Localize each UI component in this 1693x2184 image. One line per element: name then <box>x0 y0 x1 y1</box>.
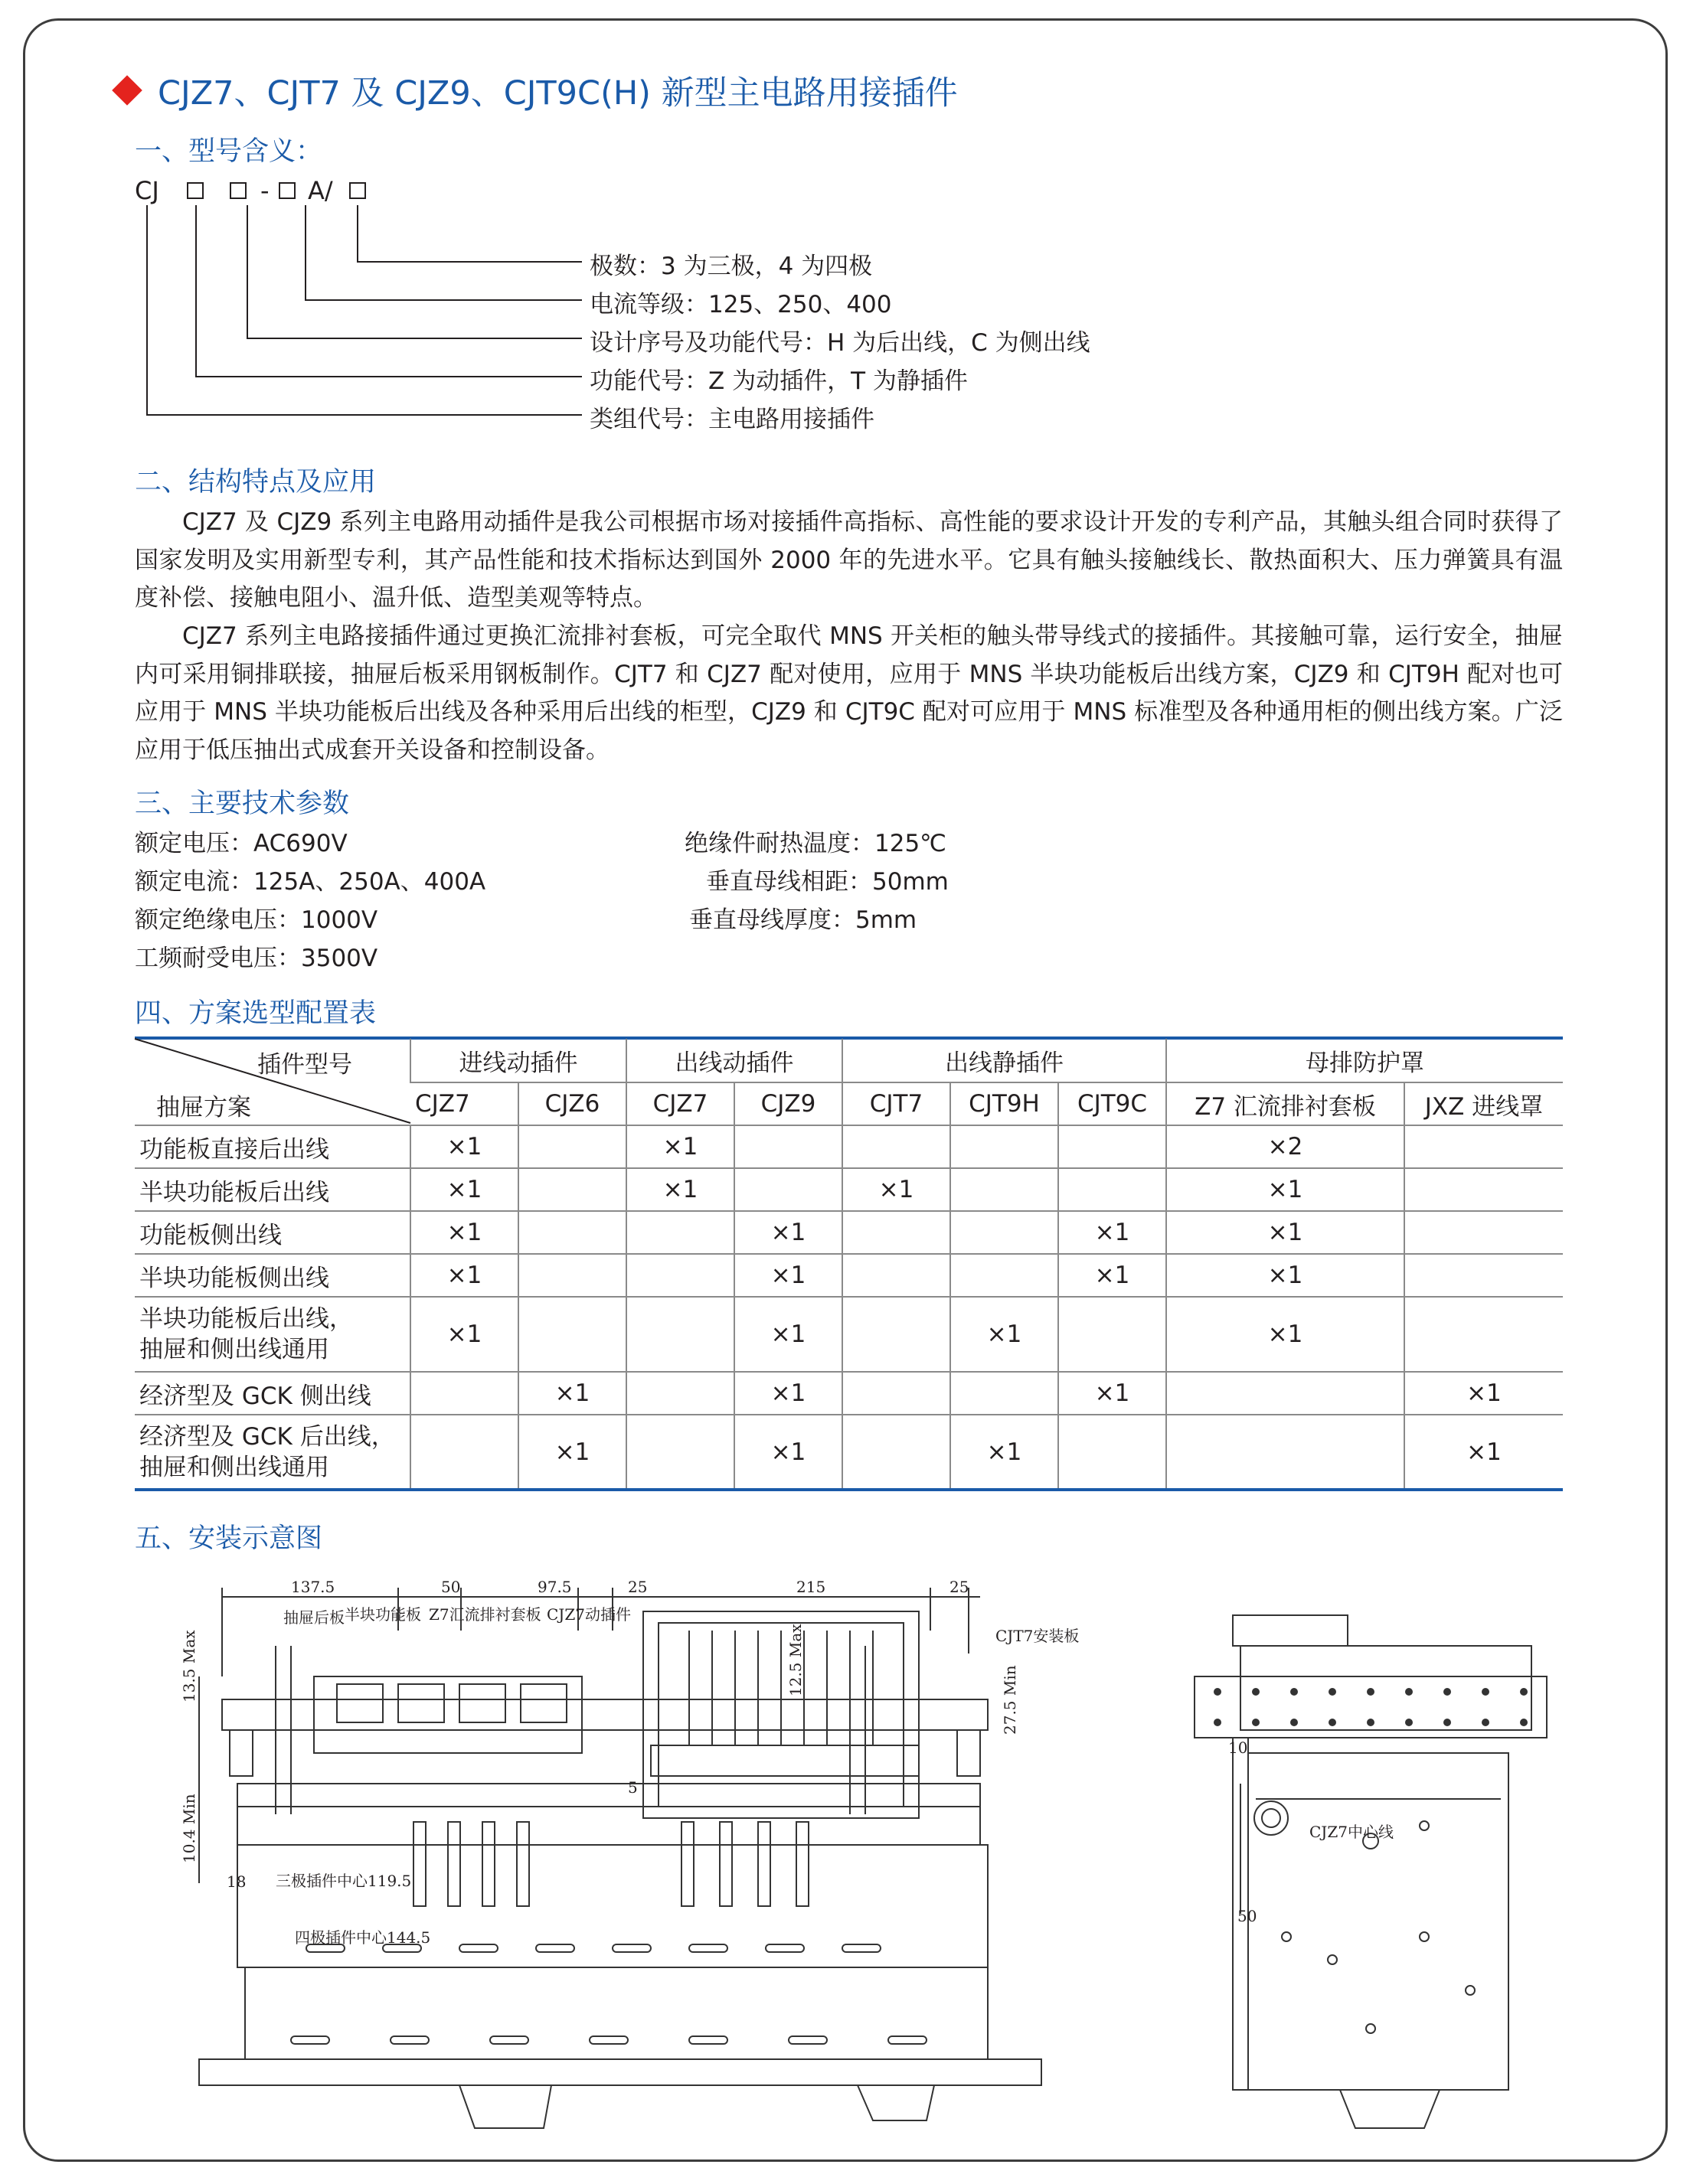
dim-18: 18 <box>227 1872 247 1891</box>
section-params-heading: 三、主要技术参数 <box>135 788 350 819</box>
model-code-dash: - <box>260 176 270 205</box>
table-cell <box>842 1125 950 1168</box>
col-header: CJZ6 <box>518 1082 626 1125</box>
table-cell: ×1 <box>410 1125 518 1168</box>
table-cell <box>518 1168 626 1211</box>
table-cell <box>842 1211 950 1254</box>
row-label-line1: 半块功能板后出线， <box>139 1305 353 1333</box>
row-label-line1: 经济型及 GCK 后出线， <box>139 1423 395 1451</box>
row-label-line2: 抽屉和侧出线通用 <box>139 1336 329 1363</box>
label-drawer-back-plate: 抽屉后板 <box>283 1608 345 1627</box>
group-header: 出线静插件 <box>842 1039 1166 1082</box>
dim-10-4-min: 10.4 Min <box>180 1794 198 1863</box>
model-item-poles: 极数：3 为三极，4 为四极 <box>590 253 873 280</box>
row-label: 经济型及 GCK 侧出线 <box>135 1372 410 1415</box>
table-cell <box>950 1211 1058 1254</box>
table-cell <box>626 1254 734 1297</box>
table-cell: ×1 <box>842 1168 950 1211</box>
col-header: JXZ 进线罩 <box>1404 1082 1563 1125</box>
table-cell: ×1 <box>410 1254 518 1297</box>
param-busbar-spacing: 垂直母线相距：50mm <box>706 868 949 896</box>
table-cell <box>842 1372 950 1415</box>
table-cell <box>1404 1297 1563 1372</box>
param-heat-temp: 绝缘件耐热温度：125℃ <box>685 830 946 857</box>
table-cell <box>626 1297 734 1372</box>
model-code-a: A/ <box>308 176 333 205</box>
table-cell <box>1058 1125 1166 1168</box>
table-cell: ×1 <box>1058 1372 1166 1415</box>
col-header: CJT9C <box>1058 1082 1166 1125</box>
table-cell: ×1 <box>626 1168 734 1211</box>
dim-50-side: 50 <box>1237 1907 1257 1925</box>
table-cell <box>1166 1415 1404 1489</box>
dim-25-right: 25 <box>949 1578 969 1596</box>
table-cell: ×1 <box>1058 1254 1166 1297</box>
model-item-class: 类组代号：主电路用接插件 <box>590 406 874 433</box>
param-busbar-thickness: 垂直母线厚度：5mm <box>689 906 917 934</box>
model-code-prefix: CJ <box>135 176 159 205</box>
structure-paragraph-1: CJZ7 及 CJZ9 系列主电路用动插件是我公司根据市场对接插件高指标、高性能的要求设计开发的专利产品，其触头组合同时获得了国家发明及实用新型专利，其产品性能和技术指标达到国外 2000 年的先进水平。它具有触头接触线长、散热面积大、压力弹簧具有温度补偿、接触电阻小、温升低、造型美观等特点。 <box>135 508 1563 612</box>
label-z7-busbar-plate: Z7汇流排衬套板 <box>429 1605 541 1624</box>
dim-13-5-max: 13.5 Max <box>180 1630 198 1702</box>
row-label <box>135 1297 410 1372</box>
table-cell: ×1 <box>950 1415 1058 1489</box>
table-cell: ×1 <box>734 1211 842 1254</box>
table-cell: ×1 <box>734 1372 842 1415</box>
table-cell <box>518 1211 626 1254</box>
table-cell: ×1 <box>1404 1415 1563 1489</box>
table-cell <box>518 1254 626 1297</box>
model-item-function: 功能代号：Z 为动插件，T 为静插件 <box>590 367 968 395</box>
table-cell <box>734 1125 842 1168</box>
param-rated-voltage: 额定电压：AC690V <box>135 830 348 857</box>
col-header: CJT7 <box>842 1082 950 1125</box>
table-corner-cell <box>135 1039 410 1125</box>
table-cell <box>1058 1415 1166 1489</box>
col-header: CJZ7 <box>410 1082 518 1125</box>
table-cell <box>518 1125 626 1168</box>
table-cell <box>1058 1168 1166 1211</box>
table-cell: ×1 <box>1166 1168 1404 1211</box>
table-bottom-rule <box>135 1488 1563 1491</box>
label-half-function-board: 半块功能板 <box>345 1605 421 1624</box>
group-header: 母排防护罩 <box>1166 1039 1563 1082</box>
config-table <box>135 1039 1563 1489</box>
table-cell <box>734 1168 842 1211</box>
section-structure-heading: 二、结构特点及应用 <box>135 467 377 498</box>
row-label: 半块功能板后出线 <box>135 1168 410 1211</box>
dim-10-side: 10 <box>1228 1738 1248 1757</box>
table-cell: ×1 <box>950 1297 1058 1372</box>
table-cell <box>950 1372 1058 1415</box>
table-cell: ×1 <box>410 1168 518 1211</box>
table-cell <box>1058 1297 1166 1372</box>
table-cell: ×1 <box>410 1211 518 1254</box>
table-cell <box>1404 1211 1563 1254</box>
group-header: 出线动插件 <box>626 1039 842 1082</box>
install-drawing-front <box>180 1577 1080 2128</box>
dim-137-5: 137.5 <box>291 1578 335 1596</box>
table-cell <box>1166 1372 1404 1415</box>
param-withstand-voltage: 工频耐受电压：3500V <box>135 945 378 972</box>
param-insulation-voltage: 额定绝缘电压：1000V <box>135 906 378 934</box>
row-label: 功能板直接后出线 <box>135 1125 410 1168</box>
structure-paragraph-2: CJZ7 系列主电路接插件通过更换汇流排衬套板，可完全取代 MNS 开关柜的触头带导线式的接插件。其接触可靠，运行安全，抽屉内可采用铜排联接，抽屉后板采用钢板制作。CJT7 和 CJZ7 配对使用，应用于 MNS 半块功能板后出线方案，CJZ9 和 CJT9H 配对也可应用于 MNS 半块功能板后出线及各种采用后出线的柜型，CJZ9 和 CJT9C 配对可应用于 MNS 标准型及各种通用柜的侧出线方案。广泛应用于低压抽出式成套开关设备和控制设备。 <box>135 622 1563 764</box>
table-cell <box>950 1254 1058 1297</box>
table-cell: ×1 <box>518 1372 626 1415</box>
section-install-heading: 五、安装示意图 <box>135 1523 323 1554</box>
table-cell: ×1 <box>410 1297 518 1372</box>
dim-25-left: 25 <box>628 1578 648 1596</box>
install-drawing-side <box>1195 1608 1562 2128</box>
row-label-line2: 抽屉和侧出线通用 <box>139 1454 329 1481</box>
col-header: CJZ7 <box>626 1082 734 1125</box>
dim-12-5-max: 12.5 Max <box>786 1624 805 1696</box>
label-three-pole-center: 三极插件中心119.5 <box>276 1872 412 1890</box>
table-cell: ×1 <box>1404 1372 1563 1415</box>
table-cell: ×1 <box>1058 1211 1166 1254</box>
group-header: 进线动插件 <box>410 1039 626 1082</box>
corner-top-label: 插件型号 <box>257 1051 352 1079</box>
table-cell <box>950 1125 1058 1168</box>
col-header: Z7 汇流排衬套板 <box>1166 1082 1404 1125</box>
label-cjt7-mounting-plate: CJT7安装板 <box>995 1627 1080 1645</box>
dim-97-5: 97.5 <box>538 1578 572 1596</box>
model-item-current: 电流等级：125、250、400 <box>590 291 892 318</box>
page-title-text: CJZ7、CJT7 及 CJZ9、CJT9C(H) 新型主电路用接插件 <box>158 74 958 113</box>
label-four-pole-center: 四极插件中心144.5 <box>295 1928 431 1947</box>
table-cell: ×1 <box>734 1254 842 1297</box>
table-cell <box>1404 1168 1563 1211</box>
dim-5: 5 <box>628 1778 638 1797</box>
dim-50: 50 <box>441 1578 461 1596</box>
table-cell: ×1 <box>734 1297 842 1372</box>
row-label: 半块功能板侧出线 <box>135 1254 410 1297</box>
section-model-heading: 一、型号含义： <box>135 136 323 167</box>
table-cell: ×2 <box>1166 1125 1404 1168</box>
table-cell: ×1 <box>1166 1211 1404 1254</box>
table-cell <box>410 1415 518 1489</box>
table-cell <box>626 1211 734 1254</box>
row-label: 功能板侧出线 <box>135 1211 410 1254</box>
table-cell <box>410 1372 518 1415</box>
dim-27-5-min: 27.5 Min <box>1001 1665 1019 1735</box>
table-cell <box>1404 1125 1563 1168</box>
table-cell <box>842 1297 950 1372</box>
col-header: CJT9H <box>950 1082 1058 1125</box>
table-cell: ×1 <box>1166 1297 1404 1372</box>
model-item-design: 设计序号及功能代号：H 为后出线，C 为侧出线 <box>590 329 1090 357</box>
table-cell <box>518 1297 626 1372</box>
param-rated-current: 额定电流：125A、250A、400A <box>135 868 486 896</box>
label-cjz7-center-line: CJZ7中心线 <box>1309 1823 1394 1841</box>
table-cell: ×1 <box>626 1125 734 1168</box>
table-cell: ×1 <box>518 1415 626 1489</box>
row-label <box>135 1415 410 1489</box>
table-cell <box>626 1415 734 1489</box>
table-cell <box>842 1254 950 1297</box>
table-cell <box>950 1168 1058 1211</box>
col-header: CJZ9 <box>734 1082 842 1125</box>
table-cell <box>626 1372 734 1415</box>
table-cell <box>1404 1254 1563 1297</box>
section-config-heading: 四、方案选型配置表 <box>135 998 377 1029</box>
table-cell: ×1 <box>1166 1254 1404 1297</box>
corner-bottom-label: 抽屉方案 <box>156 1094 251 1121</box>
label-cjz7-plug: CJZ7动插件 <box>547 1605 631 1624</box>
table-cell: ×1 <box>734 1415 842 1489</box>
dim-215: 215 <box>796 1578 826 1596</box>
table-cell <box>842 1415 950 1489</box>
